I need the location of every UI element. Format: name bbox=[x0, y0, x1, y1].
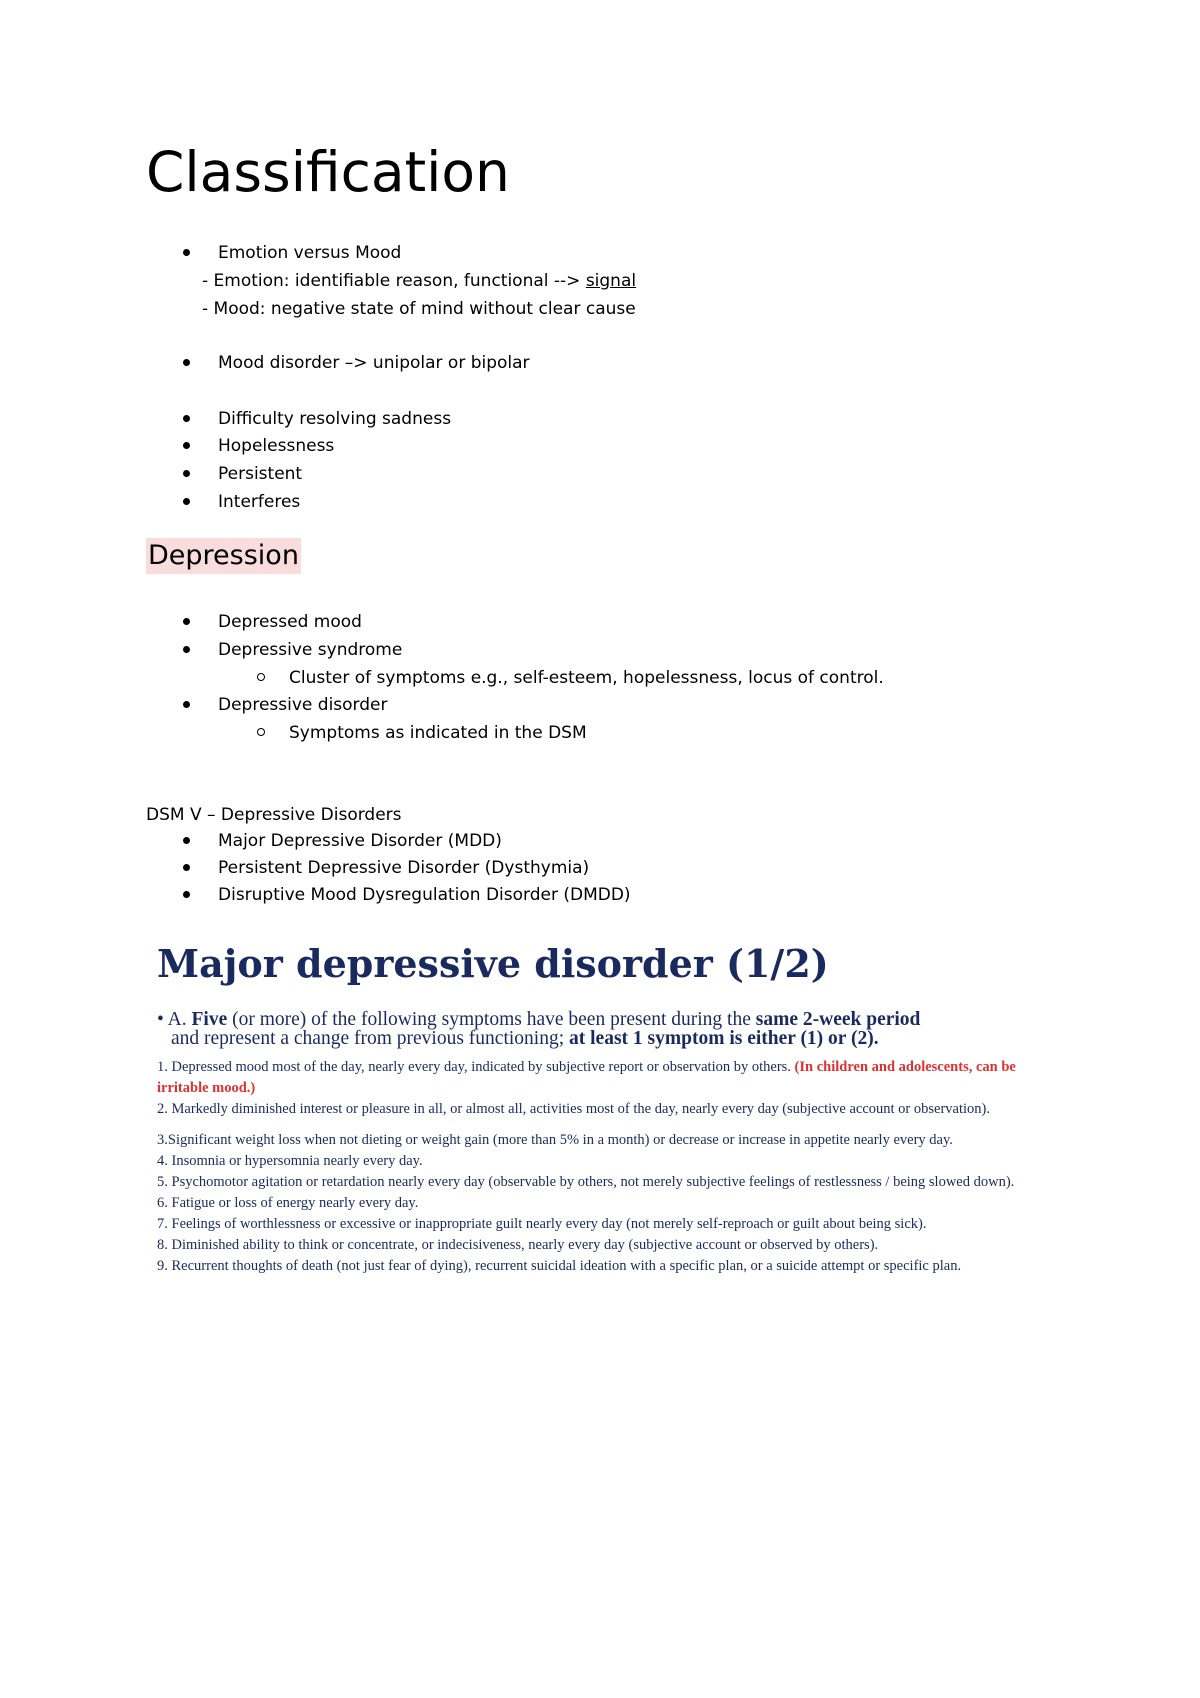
lead-at-least: at least 1 symptom is either (1) or (2). bbox=[569, 1028, 879, 1049]
bullet-depressed-mood bbox=[183, 611, 362, 633]
lead-five: Five bbox=[191, 1009, 228, 1030]
symptom-item: 8. Diminished ability to think or concentrate, or indecisiveness, nearly every day (subjective account or observed by others). bbox=[157, 1237, 879, 1253]
symptom-item: 4. Insomnia or hypersomnia nearly every day. bbox=[157, 1153, 423, 1169]
depression-heading: Depression bbox=[146, 538, 301, 574]
bullet-icon bbox=[183, 470, 190, 477]
symptom-item: 3.Significant weight loss when not dieting or weight gain (more than 5% in a month) or decrease or increase in appetite nearly every day. bbox=[157, 1132, 953, 1148]
lead-mid: (or more) of the following symptoms have been present during the bbox=[227, 1009, 756, 1030]
bullet-text: Depressive disorder bbox=[218, 695, 388, 715]
circle-bullet-icon bbox=[257, 673, 265, 681]
lead-period: same 2-week period bbox=[755, 1009, 921, 1030]
bullet-dsm-item bbox=[183, 830, 502, 852]
lead-line-2-text: and represent a change from previous functioning; bbox=[171, 1028, 569, 1049]
bullet-icon bbox=[183, 837, 190, 844]
sub-bullet-syndrome-detail bbox=[257, 667, 884, 689]
slide-title: Major depressive disorder (1/2) bbox=[157, 941, 829, 986]
signal-word: signal bbox=[585, 271, 637, 291]
page-title: Classification bbox=[146, 140, 510, 204]
bullet-depressive-syndrome bbox=[183, 639, 402, 661]
bullet-text: Persistent Depressive Disorder (Dysthymia) bbox=[218, 858, 590, 878]
lead-line-2 bbox=[157, 1029, 1057, 1048]
lead-a: A. bbox=[167, 1009, 192, 1030]
bullet-icon bbox=[183, 442, 190, 449]
bullet-feature bbox=[183, 408, 451, 430]
symptom-text: 1. Depressed mood most of the day, nearly every day, indicated by subjective report or observation by others. bbox=[157, 1059, 795, 1075]
bullet-emotion-vs-mood bbox=[183, 242, 401, 264]
bullet-text: Disruptive Mood Dysregulation Disorder (DMDD) bbox=[218, 885, 631, 905]
symptom-item: 7. Feelings of worthlessness or excessive or inappropriate guilt nearly every day (not merely self-reproach or guilt about being sick). bbox=[157, 1216, 927, 1232]
bullet-icon bbox=[183, 415, 190, 422]
slide-lead-criterion bbox=[157, 1010, 1057, 1048]
bullet-text: Major Depressive Disorder (MDD) bbox=[218, 831, 502, 851]
bullet-text: Mood disorder –> unipolar or bipolar bbox=[218, 353, 530, 373]
symptom-item: 2. Markedly diminished interest or pleasure in all, or almost all, activities most of the day, nearly every day (subjective account or observation). bbox=[157, 1101, 990, 1117]
circle-bullet-icon bbox=[257, 728, 265, 736]
symptom-note-red: (In children and adolescents, can be irritable mood.) bbox=[157, 1059, 1016, 1096]
symptom-item: 5. Psychomotor agitation or retardation nearly every day (observable by others, not merely subjective feelings of restlessness / being slowed down). bbox=[157, 1174, 1015, 1190]
emotion-line-text: - Emotion: identifiable reason, functional --> bbox=[202, 271, 586, 291]
bullet-dsm-item bbox=[183, 884, 631, 906]
bullet-feature bbox=[183, 491, 300, 513]
bullet-depressive-disorder bbox=[183, 694, 387, 716]
bullet-icon bbox=[183, 646, 190, 653]
bullet-text: Depressed mood bbox=[218, 612, 362, 632]
bullet-icon bbox=[183, 701, 190, 708]
lead-bullet: • bbox=[157, 1009, 168, 1030]
sub-bullet-text: Cluster of symptoms e.g., self-esteem, hopelessness, locus of control. bbox=[289, 668, 884, 688]
bullet-icon bbox=[183, 249, 190, 256]
bullet-feature bbox=[183, 435, 334, 457]
dsm-heading: DSM V – Depressive Disorders bbox=[146, 805, 402, 825]
sub-bullet-disorder-detail bbox=[257, 722, 587, 744]
bullet-icon bbox=[183, 359, 190, 366]
sub-bullet-text: Symptoms as indicated in the DSM bbox=[289, 723, 587, 743]
bullet-text: Depressive syndrome bbox=[218, 640, 403, 660]
bullet-feature bbox=[183, 463, 302, 485]
bullet-text: Difficulty resolving sadness bbox=[218, 409, 452, 429]
symptom-item: 6. Fatigue or loss of energy nearly every day. bbox=[157, 1195, 419, 1211]
emotion-line bbox=[202, 270, 636, 292]
bullet-mood-disorder bbox=[183, 352, 530, 374]
bullet-icon bbox=[183, 891, 190, 898]
bullet-text: Persistent bbox=[218, 464, 303, 484]
bullet-icon bbox=[183, 618, 190, 625]
bullet-icon bbox=[183, 864, 190, 871]
slide-symptom-list bbox=[157, 1057, 1047, 1277]
symptom-item: 9. Recurrent thoughts of death (not just fear of dying), recurrent suicidal ideation with a specific plan, or a suicide attempt or specific plan. bbox=[157, 1258, 962, 1274]
bullet-text: Interferes bbox=[218, 492, 301, 512]
bullet-text: Emotion versus Mood bbox=[218, 243, 402, 263]
bullet-dsm-item bbox=[183, 857, 589, 879]
bullet-icon bbox=[183, 498, 190, 505]
bullet-text: Hopelessness bbox=[218, 436, 335, 456]
symptom-item bbox=[157, 1057, 1047, 1099]
mood-line: - Mood: negative state of mind without clear cause bbox=[202, 299, 636, 319]
